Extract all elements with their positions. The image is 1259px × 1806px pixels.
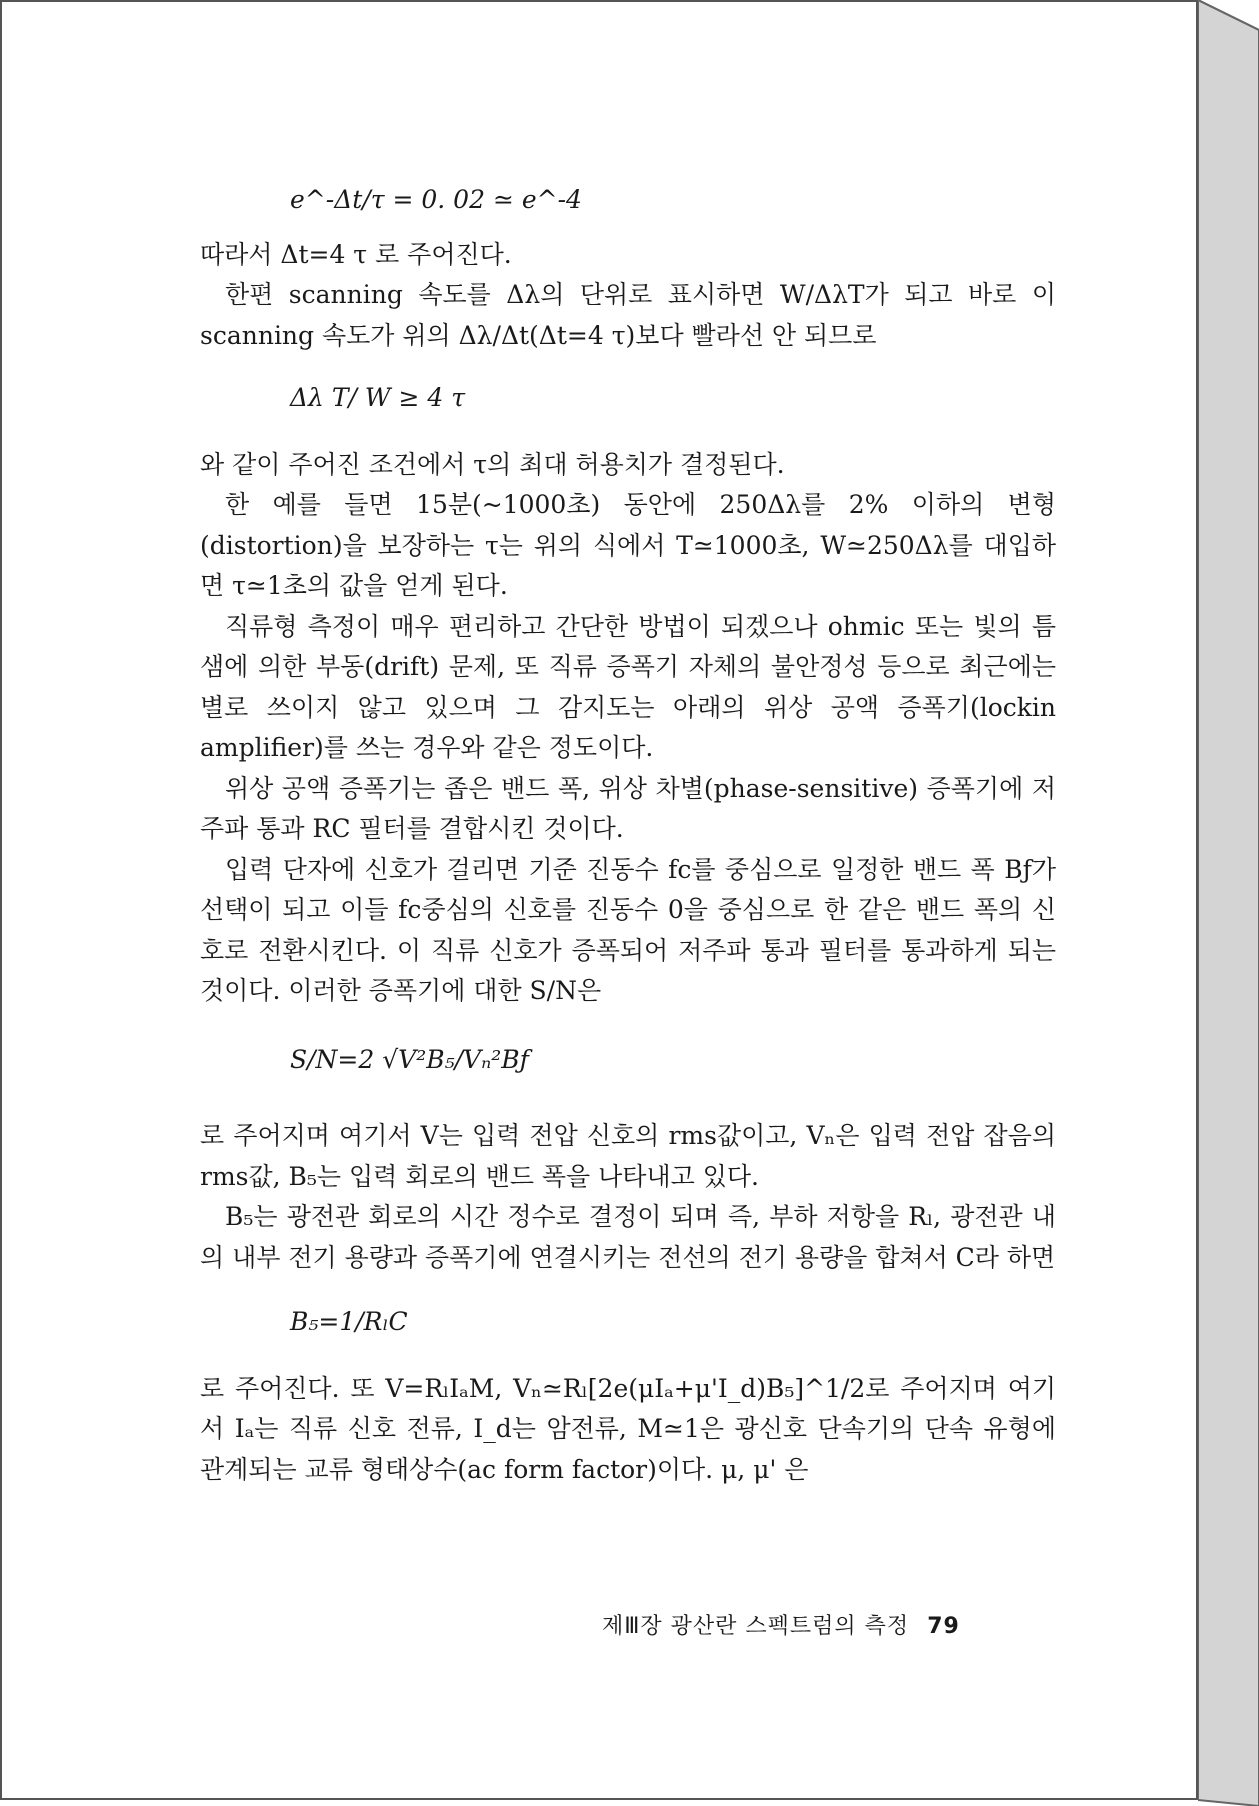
page-number: 79: [927, 1614, 960, 1639]
paragraph-5: 직류형 측정이 매우 편리하고 간단한 방법이 되겠으나 ohmic 또는 빛의 틈샘에 의한 부동(drift) 문제, 또 직류 증폭기 자체의 불안정성 등으로 최근에는 별로 쓰이지 않고 있으며 그 감지도는 아래의 위상 공액 증폭기(lockin amplifier)를 쓰는 경우와 같은 정도이다.: [200, 611, 1056, 762]
paragraph-1: 따라서 Δt=4 τ 로 주어진다.: [200, 239, 512, 269]
paragraph-7: 입력 단자에 신호가 걸리면 기준 진동수 fc를 중심으로 일정한 밴드 폭 Bƒ가 선택이 되고 이들 fc중심의 신호를 진동수 0을 중심으로 한 같은 밴드 폭의 신호로 전환시킨다. 이 직류 신호가 증폭되어 저주파 통과 필터를 통과하게 되는 것이다. 이러한 증폭기에 대한 S/N은: [200, 854, 1056, 1005]
page-body: [200, 180, 1056, 1490]
paragraph-8: 로 주어지며 여기서 V는 입력 전압 신호의 rms값이고, Vₙ은 입력 전압 잡음의 rms값, B₅는 입력 회로의 밴드 폭을 나타내고 있다.: [200, 1121, 1056, 1191]
equation-decay: e^-Δt/τ = 0. 02 ≃ e^-4: [290, 185, 582, 214]
paragraph-3: 와 같이 주어진 조건에서 τ의 최대 허용치가 결정된다.: [200, 449, 785, 479]
paragraph-10: 로 주어진다. 또 V=RₗIₐM, Vₙ≃Rₗ[2e(μIₐ+μ'I_d)B₅]^1/2로 주어지며 여기서 Iₐ는 직류 신호 전류, I_d는 암전류, M≃1은 광신호 단속기의 단속 유형에 관계되는 교류 형태상수(ac form factor)이다. μ, μ' 은: [200, 1373, 1056, 1484]
running-footer: [602, 1609, 960, 1640]
page-stack-edge: [1198, 0, 1259, 1806]
equation-bandwidth: B₅=1/RₗC: [290, 1307, 408, 1336]
paragraph-6: 위상 공액 증폭기는 좁은 밴드 폭, 위상 차별(phase-sensitive) 증폭기에 저주파 통과 RC 필터를 결합시킨 것이다.: [200, 773, 1056, 843]
footer-chapter-title: 제Ⅲ장 광산란 스펙트럼의 측정: [602, 1614, 910, 1639]
paragraph-4: 한 예를 들면 15분(~1000초) 동안에 250Δλ를 2% 이하의 변형 (distortion)을 보장하는 τ는 위의 식에서 T≃1000초, W≃250Δλ를 대입하면 τ≃1초의 값을 얻게 된다.: [200, 490, 1056, 600]
paragraph-2: 한편 scanning 속도를 Δλ의 단위로 표시하면 W/ΔλT가 되고 바로 이 scanning 속도가 위의 Δλ/Δt(Δt=4 τ)보다 빨라선 안 되므로: [200, 280, 1056, 350]
paragraph-9: B₅는 광전관 회로의 시간 정수로 결정이 되며 즉, 부하 저항을 Rₗ, 광전관 내의 내부 전기 용량과 증폭기에 연결시키는 전선의 전기 용량을 합쳐서 C라 하면: [200, 1202, 1056, 1272]
equation-snr: S/N=2 √V²B₅/Vₙ²Bƒ: [290, 1044, 529, 1074]
equation-scan-condition: Δλ T/ W ≥ 4 τ: [290, 383, 466, 412]
